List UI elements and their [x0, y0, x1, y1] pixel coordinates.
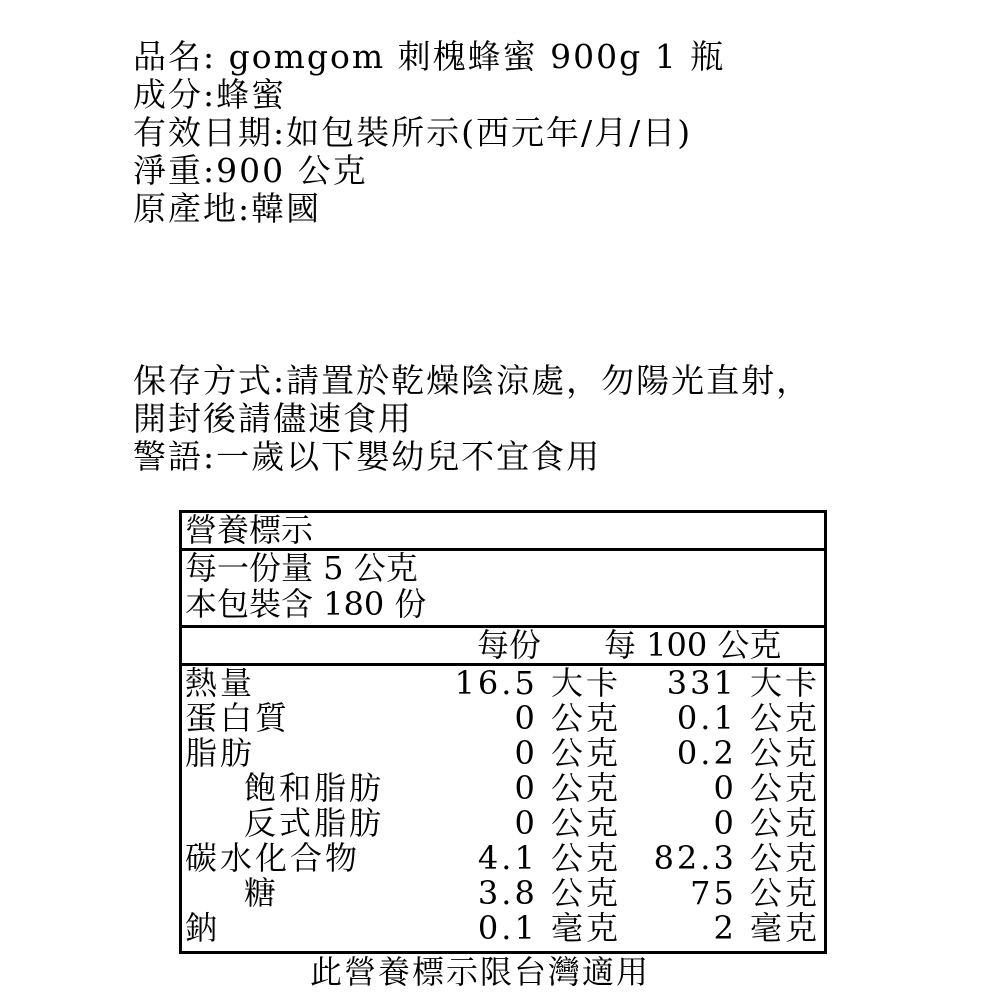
per-serving-value: 3.8 公克: [477, 874, 621, 912]
per-serving-value: 0 公克: [514, 734, 621, 772]
product-info-block: [133, 38, 725, 228]
servings-per-package: 本包裝含 180 份: [185, 585, 427, 623]
nutrition-column-header: [182, 628, 824, 666]
nutrition-row: [182, 666, 824, 701]
nutrition-footer: 此營養標示限台灣適用: [310, 953, 651, 991]
nutrition-row: [182, 911, 824, 946]
nutrition-title: 營養標示: [182, 513, 824, 551]
nutrient-name: 鈉: [185, 909, 221, 947]
nutrition-rows: [182, 666, 824, 951]
nutrition-label: [179, 510, 827, 954]
warning: 警語:一歲以下嬰幼兒不宜食用: [133, 437, 602, 476]
per-serving-value: 0 公克: [514, 699, 621, 737]
nutrition-row: [182, 841, 824, 876]
storage-method: 保存方式:請置於乾燥陰涼處，勿陽光直射，: [133, 361, 812, 400]
per-100g-value: 0.1 公克: [676, 699, 820, 737]
nutrition-row: [182, 806, 824, 841]
storage-block: [133, 362, 811, 476]
col-per-100g: 每 100 公克: [604, 626, 782, 664]
per-100g-value: 0 公克: [713, 804, 820, 842]
nutrient-name: 熱量: [185, 664, 256, 702]
nutrition-row: [182, 736, 824, 771]
nutrient-name: 反式脂肪: [244, 804, 385, 842]
nutrition-row: [182, 876, 824, 911]
serving-info: [182, 551, 824, 628]
expiry-date: 有效日期:如包裝所示(西元年/月/日): [133, 113, 693, 152]
product-name: 品名: gomgom 刺槐蜂蜜 900g 1 瓶: [133, 37, 726, 76]
nutrition-row: [182, 701, 824, 736]
nutrition-row: [182, 771, 824, 806]
per-100g-value: 331 大卡: [666, 664, 820, 702]
origin: 原產地:韓國: [133, 189, 322, 228]
ingredients: 成分:蜂蜜: [133, 75, 287, 114]
nutrient-name: 碳水化合物: [185, 839, 361, 877]
per-100g-value: 0.2 公克: [676, 734, 820, 772]
col-per-serving: 每份: [477, 626, 542, 664]
nutrient-name: 飽和脂肪: [244, 769, 385, 807]
nutrient-name: 脂肪: [185, 734, 256, 772]
per-serving-value: 16.5 大卡: [454, 664, 621, 702]
per-100g-value: 75 公克: [690, 874, 820, 912]
serving-size: 每一份量 5 公克: [185, 549, 418, 587]
nutrient-name: 蛋白質: [185, 699, 291, 737]
nutrient-name: 糖: [244, 874, 280, 912]
per-serving-value: 0 公克: [514, 769, 621, 807]
storage-method-cont: 開封後請儘速食用: [133, 399, 413, 438]
per-serving-value: 0.1 毫克: [477, 909, 621, 947]
per-serving-value: 4.1 公克: [477, 839, 621, 877]
per-serving-value: 0 公克: [514, 804, 621, 842]
net-weight: 淨重:900 公克: [133, 151, 368, 190]
per-100g-value: 2 毫克: [713, 909, 820, 947]
per-100g-value: 0 公克: [713, 769, 820, 807]
per-100g-value: 82.3 公克: [653, 839, 820, 877]
